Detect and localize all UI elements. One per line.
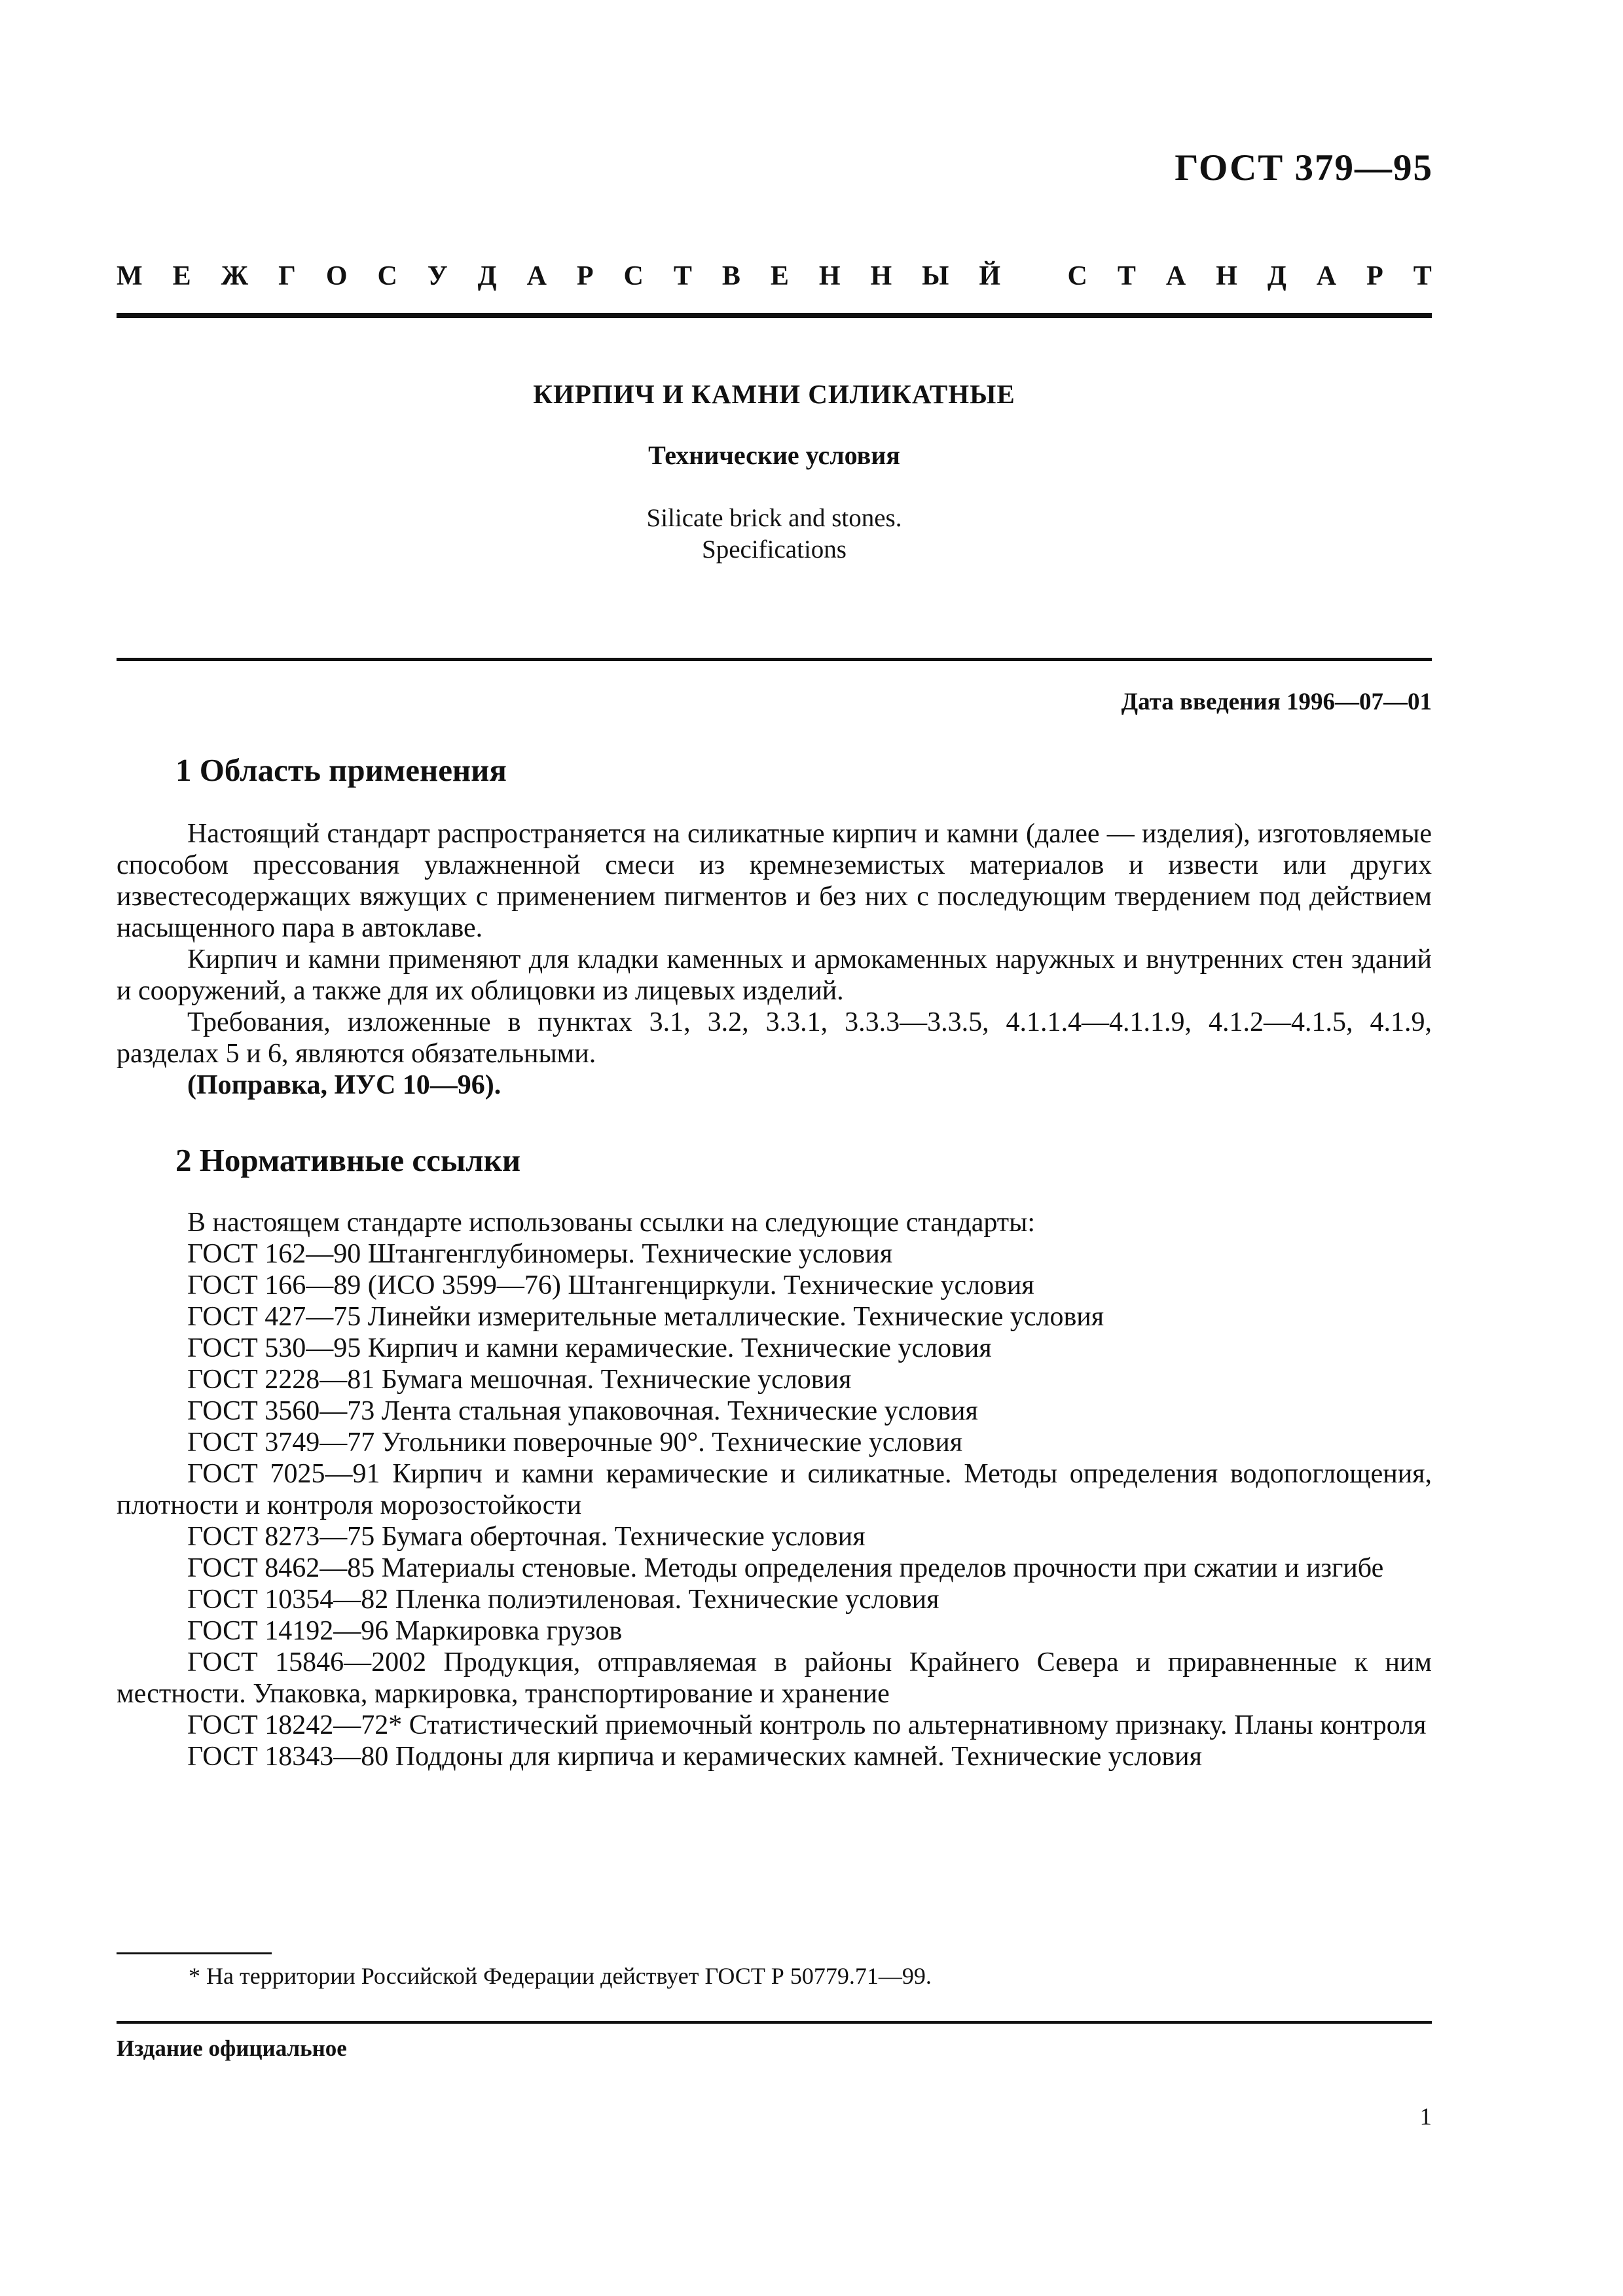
banner-letter: Ы bbox=[922, 261, 949, 291]
reference-item: ГОСТ 3560—73 Лента стальная упаковочная. Технические условия bbox=[187, 1396, 978, 1426]
banner-letter: С bbox=[1067, 261, 1087, 291]
banner-letter: Т bbox=[1117, 261, 1136, 291]
banner-letter: Й bbox=[979, 261, 1001, 291]
reference-item: ГОСТ 166—89 (ИСО 3599—76) Штангенциркули. Технические условия bbox=[187, 1270, 1034, 1300]
paragraph: В настоящем стандарте использованы ссылки на следующие стандарты: bbox=[187, 1208, 1036, 1238]
title-rule bbox=[117, 658, 1432, 661]
banner-letter: Г bbox=[278, 261, 296, 291]
english-title-line: Specifications bbox=[702, 535, 847, 564]
reference-item: ГОСТ 162—90 Штангенглубиномеры. Технические условия bbox=[187, 1239, 893, 1269]
reference-item: ГОСТ 3749—77 Угольники поверочные 90°. Технические условия bbox=[187, 1427, 963, 1458]
reference-item: ГОСТ 18242—72* Статистический приемочный контроль по альтернативному признаку. Планы контроля bbox=[187, 1710, 1427, 1740]
banner-spacer bbox=[1030, 257, 1038, 296]
reference-item: ГОСТ 530—95 Кирпич и камни керамические. Технические условия bbox=[187, 1333, 992, 1363]
section-heading-scope: 1 Область применения bbox=[175, 752, 507, 788]
introduction-date: Дата введения 1996—07—01 bbox=[1121, 689, 1432, 715]
reference-item: ГОСТ 427—75 Линейки измерительные металлические. Технические условия bbox=[187, 1302, 1104, 1332]
banner-letter: С bbox=[623, 261, 644, 291]
reference-item: ГОСТ 18343—80 Поддоны для кирпича и керамических камней. Технические условия bbox=[187, 1742, 1202, 1772]
banner-letter: А bbox=[1165, 261, 1186, 291]
banner-letter: С bbox=[377, 261, 397, 291]
footer-rule bbox=[117, 2021, 1432, 2024]
banner-letter: Ж bbox=[221, 261, 249, 291]
paragraph: Кирпич и камни применяют для кладки каменных и армокаменных наружных и внутренних стен зданий и сооружений, а также для их облицовки из лицевых изделий. bbox=[117, 944, 1432, 1006]
footnote: * На территории Российской Федерации действует ГОСТ Р 50779.71—99. bbox=[189, 1963, 932, 1989]
reference-item: ГОСТ 14192—96 Маркировка грузов bbox=[187, 1616, 623, 1646]
banner-letter: Т bbox=[1413, 261, 1432, 291]
reference-item: ГОСТ 10354—82 Пленка полиэтиленовая. Технические условия bbox=[187, 1585, 939, 1615]
document-subtitle: Технические условия bbox=[648, 440, 900, 470]
banner-letter: В bbox=[721, 261, 740, 291]
amendment-note: (Поправка, ИУС 10—96). bbox=[187, 1070, 501, 1100]
banner-letter: М bbox=[117, 261, 143, 291]
page-number: 1 bbox=[1419, 2104, 1432, 2130]
paragraph: Настоящий стандарт распространяется на силикатные кирпич и камни (далее — изделия), изготовляемые способом прессования увлажненной смеси из кремнеземистых материалов и извести или других известесодержащих вяжущих с применением пигментов и без них с последующим твердением под действием насыщенного пара в автоклаве. bbox=[117, 819, 1432, 943]
section-scope-body bbox=[117, 818, 1432, 1101]
footnote-rule bbox=[117, 1952, 272, 1954]
document-code: ГОСТ 379—95 bbox=[1175, 147, 1433, 188]
banner-letter: А bbox=[1316, 261, 1337, 291]
banner-letter: Е bbox=[172, 261, 191, 291]
banner-letter: Т bbox=[673, 261, 692, 291]
reference-item: ГОСТ 15846—2002 Продукция, отправляемая в районы Крайнего Севера и приравненные к ним местности. Упаковка, маркировка, транспортирование и хранение bbox=[117, 1647, 1432, 1709]
banner-letter: Н bbox=[870, 261, 892, 291]
section-references-body bbox=[117, 1207, 1432, 1772]
banner-letter: Е bbox=[770, 261, 789, 291]
standard-banner bbox=[117, 257, 1432, 296]
reference-item: ГОСТ 2228—81 Бумага мешочная. Технические условия bbox=[187, 1365, 852, 1395]
paragraph: Требования, изложенные в пунктах 3.1, 3.2, 3.3.1, 3.3.3—3.3.5, 4.1.1.4—4.1.1.9, 4.1.2—4.1.5, 4.1.9, разделах 5 и 6, являются обязательными. bbox=[117, 1007, 1432, 1069]
reference-item: ГОСТ 8273—75 Бумага оберточная. Технические условия bbox=[187, 1522, 866, 1552]
banner-letter: Р bbox=[576, 261, 594, 291]
edition-label: Издание официальное bbox=[117, 2036, 347, 2061]
english-title bbox=[117, 503, 1432, 565]
banner-letter: Р bbox=[1366, 261, 1383, 291]
section-heading-references: 2 Нормативные ссылки bbox=[175, 1142, 521, 1178]
banner-letter: У bbox=[427, 261, 448, 291]
reference-item: ГОСТ 8462—85 Материалы стеновые. Методы определения пределов прочности при сжатии и изгибе bbox=[187, 1553, 1384, 1583]
banner-letter: Д bbox=[477, 261, 497, 291]
banner-letter: А bbox=[526, 261, 547, 291]
english-title-line: Silicate brick and stones. bbox=[646, 504, 902, 532]
banner-letter: Н bbox=[1216, 261, 1237, 291]
banner-letter: Д bbox=[1267, 261, 1286, 291]
reference-item: ГОСТ 7025—91 Кирпич и камни керамические и силикатные. Методы определения водопоглощения, плотности и контроля морозостойкости bbox=[117, 1459, 1432, 1520]
banner-letter: Н bbox=[818, 261, 841, 291]
banner-letter: О bbox=[325, 261, 348, 291]
header-rule bbox=[117, 313, 1432, 318]
document-title: КИРПИЧ И КАМНИ СИЛИКАТНЫЕ bbox=[533, 379, 1015, 409]
